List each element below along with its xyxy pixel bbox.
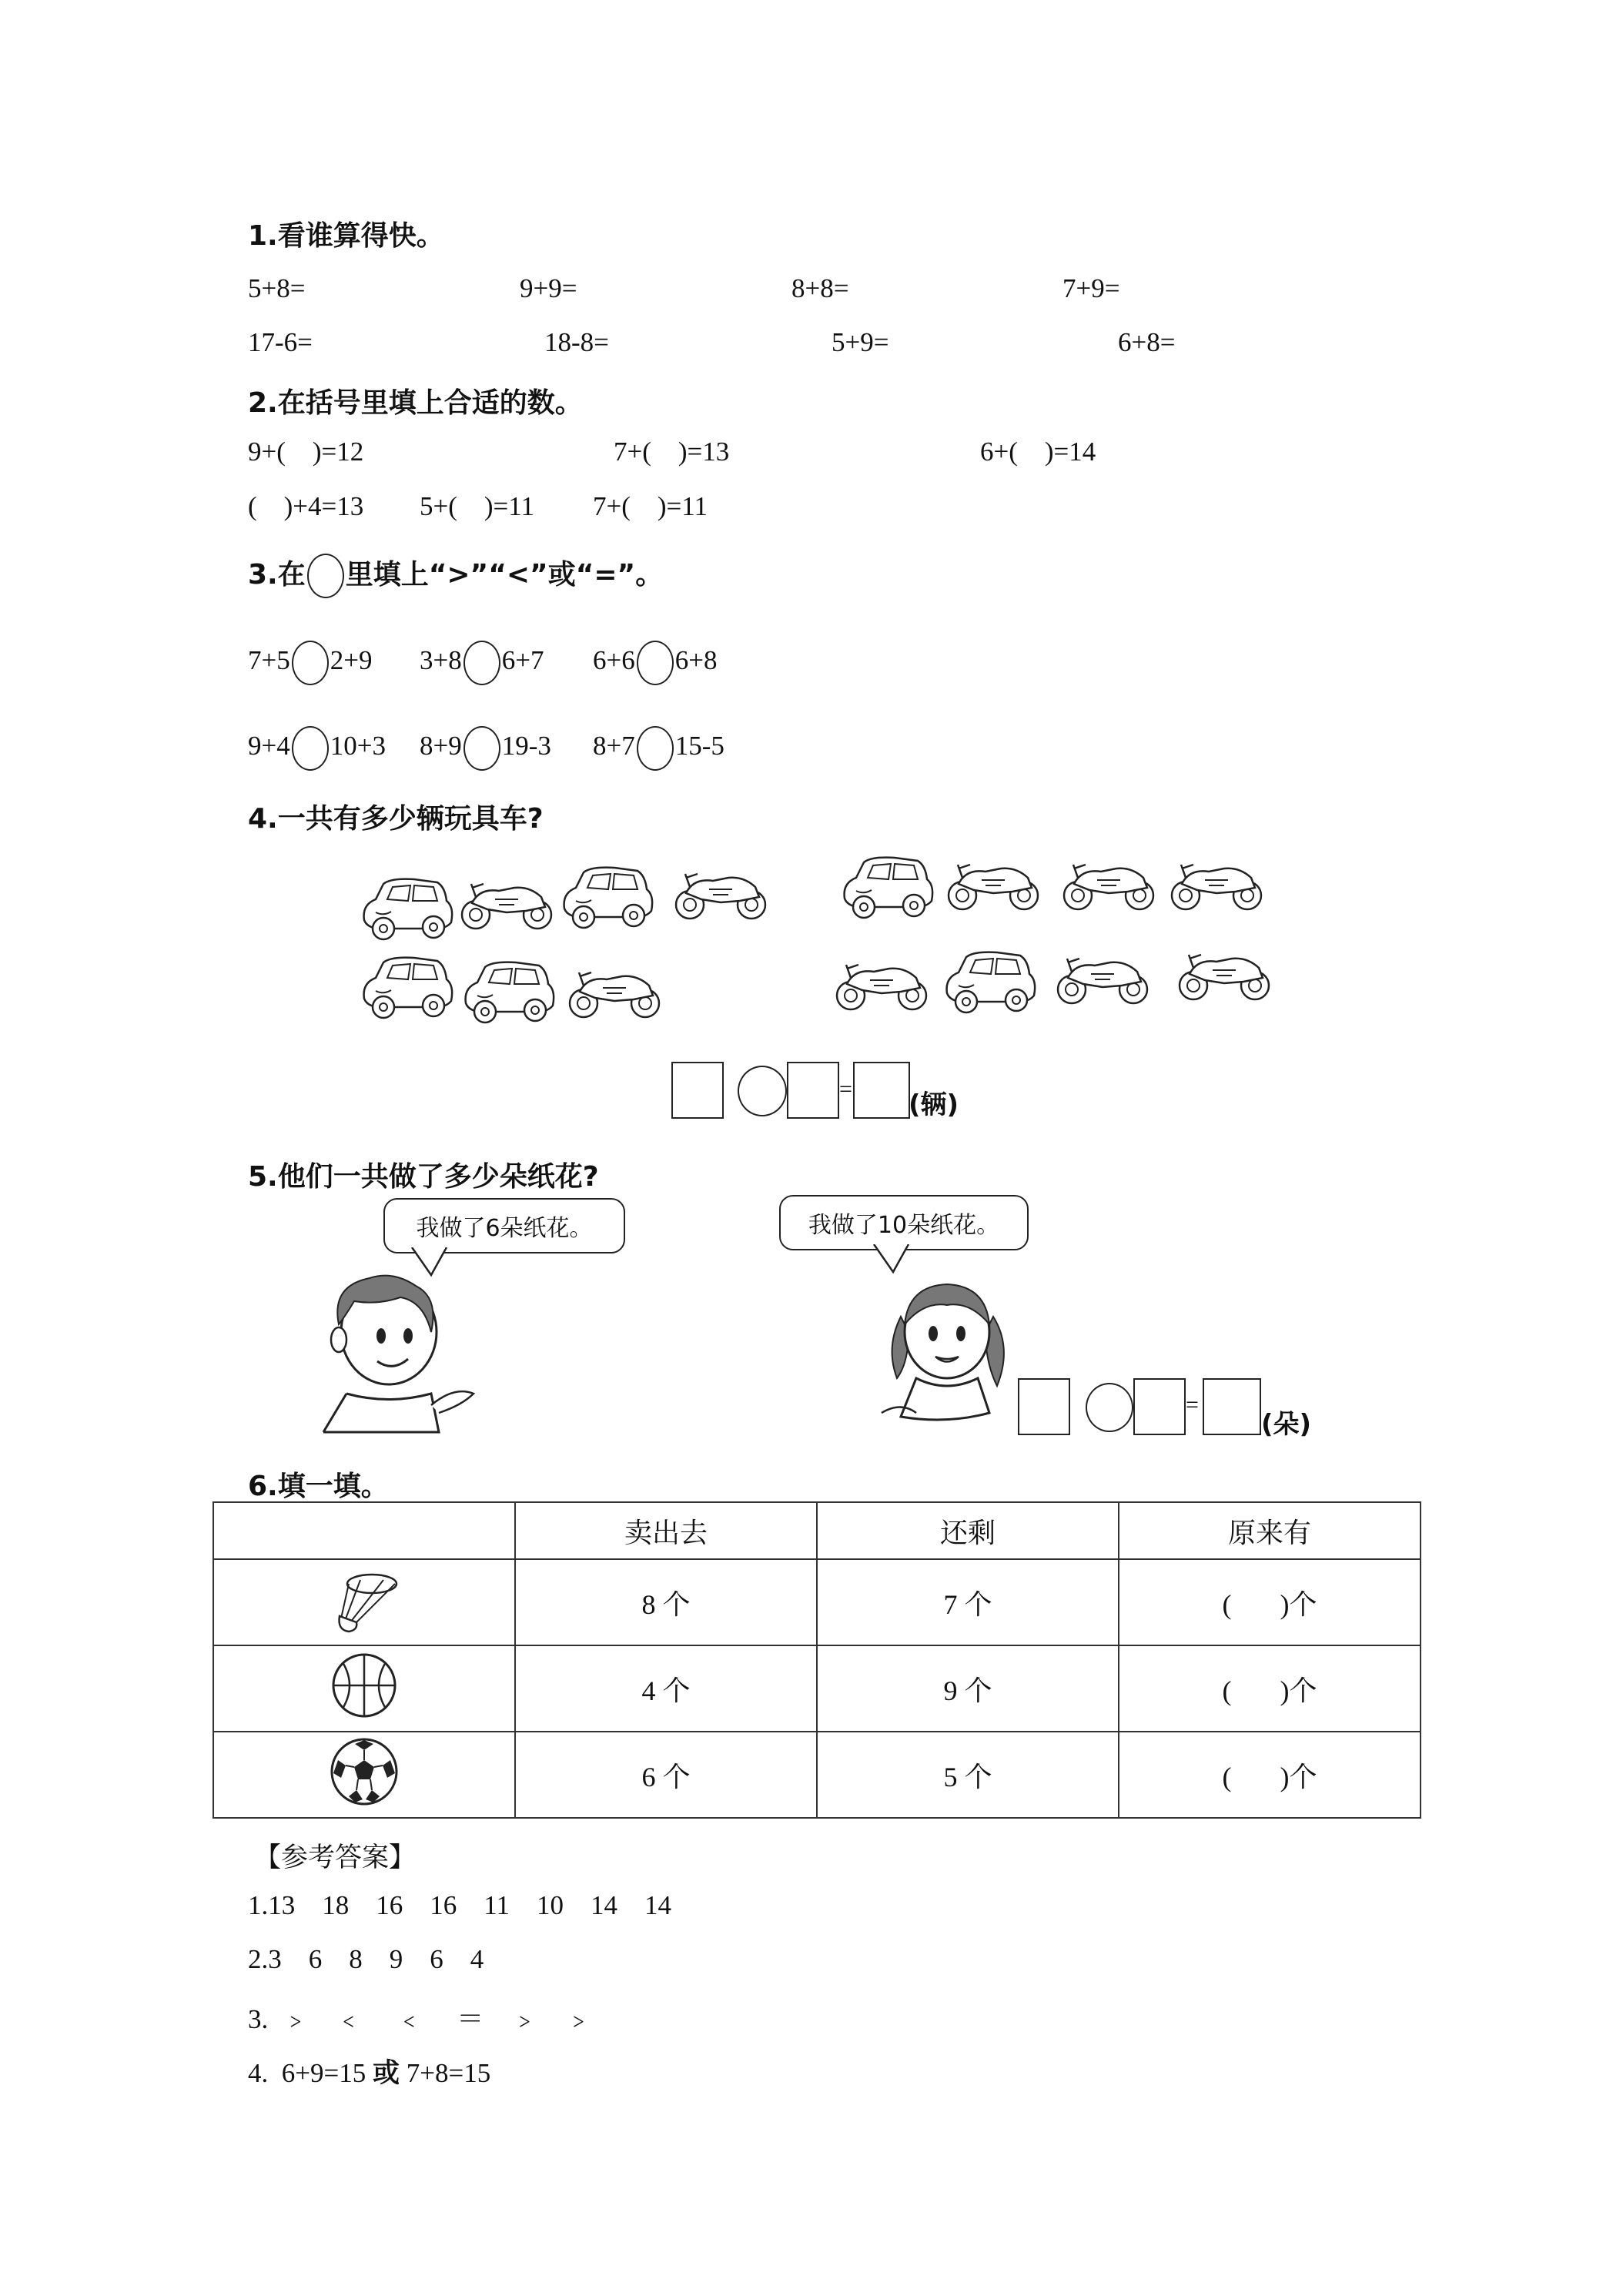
q3-title: 3.在 里填上“>”“<”或“=”。 — [248, 553, 663, 598]
header-cell: 原来有 — [1119, 1502, 1421, 1559]
q3-item: 8+9 19-3 — [420, 726, 551, 771]
q3-item: 8+7 15-5 — [593, 726, 724, 771]
q1-item: 17-6= — [248, 327, 313, 357]
q5-title: 5.他们一共做了多少朵纸花? — [248, 1161, 599, 1193]
q2-title: 2.在括号里填上合适的数。 — [248, 387, 583, 419]
q1-item: 5+8= — [248, 273, 306, 303]
left-cell: 7 个 — [817, 1559, 1119, 1645]
girl-speech-bubble: 我做了10朵纸花。 — [779, 1195, 1029, 1250]
sold-cell: 8 个 — [515, 1559, 817, 1645]
boy-illustration — [316, 1270, 477, 1436]
unit-label: (朵) — [1261, 1409, 1312, 1440]
table-header-row — [213, 1502, 1421, 1559]
basketball-icon — [213, 1645, 515, 1732]
answer-box[interactable] — [1133, 1378, 1186, 1435]
boy-speech-bubble: 我做了6朵纸花。 — [383, 1198, 625, 1253]
unit-label: (辆) — [909, 1089, 959, 1120]
q2-item: 5+( )=11 — [420, 491, 534, 521]
q1-item: 9+9= — [520, 273, 577, 303]
q3-item: 7+5 2+9 — [248, 641, 373, 685]
orig-cell[interactable]: ( )个 — [1119, 1559, 1421, 1645]
q3-item: 9+4 10+3 — [248, 726, 386, 771]
answer-box[interactable] — [787, 1062, 839, 1119]
answer-line: 3. ﹥ ﹤ ﹤ ＝ ﹥ ﹥ — [248, 2004, 592, 2034]
q3-item: 6+6 6+8 — [593, 641, 718, 685]
q1-item: 5+9= — [832, 327, 889, 357]
q4-title: 4.一共有多少辆玩具车? — [248, 803, 544, 835]
answer-line: 2.3 6 8 9 6 4 — [248, 1944, 484, 1974]
left-cell: 5 个 — [817, 1732, 1119, 1818]
q1-item: 7+9= — [1062, 273, 1120, 303]
answer-box[interactable] — [853, 1062, 910, 1119]
q2-item: ( )+4=13 — [248, 491, 364, 521]
answer-box[interactable] — [1203, 1378, 1261, 1435]
orig-cell[interactable]: ( )个 — [1119, 1732, 1421, 1818]
q1-item: 18-8= — [544, 327, 609, 357]
q1-item: 8+8= — [791, 273, 849, 303]
q2-item: 7+( )=11 — [593, 491, 708, 521]
soccer-ball-icon — [213, 1732, 515, 1818]
answer-line: 1.13 18 16 16 11 10 14 14 — [248, 1890, 671, 1920]
answer-box[interactable] — [1018, 1378, 1070, 1435]
q2-item: 9+( )=12 — [248, 437, 364, 467]
q1-title: 1.看谁算得快。 — [248, 220, 444, 252]
header-cell: 卖出去 — [515, 1502, 817, 1559]
header-cell — [213, 1502, 515, 1559]
table-row — [213, 1732, 1421, 1818]
q1-item: 6+8= — [1118, 327, 1176, 357]
table-row — [213, 1645, 1421, 1732]
operator-circle[interactable] — [738, 1066, 787, 1116]
left-cell: 9 个 — [817, 1645, 1119, 1732]
girl-illustration — [878, 1270, 1016, 1424]
shuttlecock-icon — [213, 1559, 515, 1645]
sold-cell: 6 个 — [515, 1732, 817, 1818]
answer-box[interactable] — [671, 1062, 724, 1119]
q3-item: 3+8 6+7 — [420, 641, 544, 685]
table-row — [213, 1559, 1421, 1645]
q2-item: 7+( )=13 — [614, 437, 730, 467]
operator-circle[interactable] — [1086, 1383, 1133, 1432]
sales-table — [212, 1501, 1421, 1819]
q6-title: 6.填一填。 — [248, 1471, 389, 1502]
answers-title: 【参考答案】 — [254, 1842, 417, 1873]
toy-vehicles-illustration — [0, 0, 1623, 1078]
sold-cell: 4 个 — [515, 1645, 817, 1732]
orig-cell[interactable]: ( )个 — [1119, 1645, 1421, 1732]
answer-line: 4. 6+9=15 或 7+8=15 — [248, 2058, 491, 2089]
q2-item: 6+( )=14 — [980, 437, 1096, 467]
header-cell: 还剩 — [817, 1502, 1119, 1559]
